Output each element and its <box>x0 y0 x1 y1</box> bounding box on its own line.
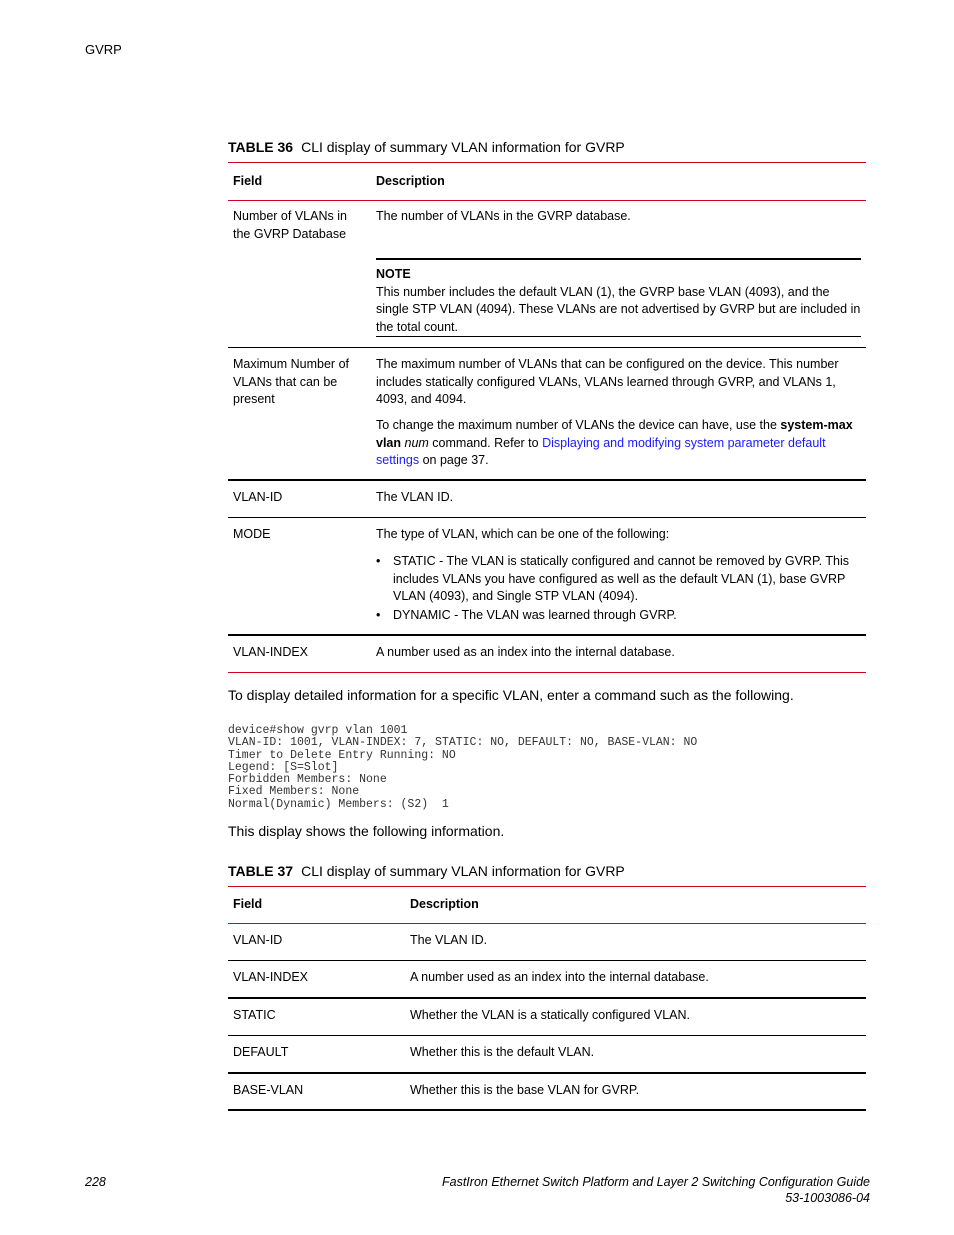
bullet-icon: • <box>376 608 381 622</box>
table-37-row-rule <box>228 1035 866 1036</box>
note-bottom-rule <box>376 336 861 337</box>
after-paragraph: This display shows the following information. <box>228 823 505 839</box>
table-36-row-4-field: MODE <box>233 527 271 541</box>
table-37-row-5-field: BASE-VLAN <box>233 1083 304 1097</box>
running-header: GVRP <box>85 42 122 57</box>
desc2-post: on page 37. <box>419 453 489 467</box>
table-37-caption <box>228 863 625 879</box>
system-parameter-link[interactable]: Displaying and modifying system parameter default settings <box>376 435 826 467</box>
table-36-bottom-rule <box>228 672 866 673</box>
note-text: This number includes the default VLAN (1), the GVRP base VLAN (4093), and the single STP VLAN (4094). These VLANs are not advertised by GVRP but are included in the total count. <box>376 284 861 334</box>
table-37-row-rule <box>228 960 866 961</box>
table-36-row-5-desc: A number used as an index into the internal database. <box>376 645 675 659</box>
table-37-row-2-desc: A number used as an index into the internal database. <box>410 970 709 984</box>
note-top-rule <box>376 258 861 260</box>
table-37-row-rule <box>228 997 866 999</box>
table-36-row-3-field: VLAN-ID <box>233 490 283 504</box>
note-block <box>376 266 861 336</box>
table-36-row-4-desc: The type of VLAN, which can be one of the following: <box>376 527 670 541</box>
table-36-row-5-field: VLAN-INDEX <box>233 645 309 659</box>
table-36-label: TABLE 36 <box>228 139 294 155</box>
table-36-row-2-desc: The maximum number of VLANs that can be configured on the device. This number includes statically configured VLANs, VLANs learned through GVRP, and VLANs 1, 4093, and 4094. <box>376 357 839 406</box>
bullet-icon: • <box>376 554 381 568</box>
desc2-mid: command. Refer to <box>428 435 543 450</box>
system-max-command: system-max vlan <box>376 418 853 450</box>
table-36-header-field: Field <box>233 174 263 188</box>
table-37-header-rule <box>228 923 866 924</box>
note-title: NOTE <box>376 267 411 281</box>
table-36-caption <box>228 139 625 155</box>
table-36-row-rule <box>228 479 866 481</box>
intro-paragraph: To display detailed information for a specific VLAN, enter a command such as the following. <box>228 687 794 703</box>
table-37-row-1-field: VLAN-ID <box>233 933 283 947</box>
table-36-row-rule <box>228 634 866 636</box>
table-36-row-rule <box>228 517 866 518</box>
table-37-bottom-rule <box>228 1109 866 1111</box>
table-36-row-1-field: Number of VLANs in the GVRP Database <box>233 209 347 241</box>
table-36-header-description: Description <box>376 174 445 188</box>
table-37-row-4-desc: Whether this is the default VLAN. <box>410 1045 595 1059</box>
mode-bullet-2-text: DYNAMIC - The VLAN was learned through GVRP. <box>393 608 677 622</box>
table-36-row-2-field: Maximum Number of VLANs that can be present <box>233 357 349 406</box>
footer-doc-title: FastIron Ethernet Switch Platform and Layer 2 Switching Configuration Guide <box>442 1175 870 1189</box>
table-36-row-2-desc-2 <box>376 417 861 470</box>
mode-bullet-1-text: STATIC - The VLAN is statically configured and cannot be removed by GVRP. This includes VLANs you have configured as well as the default VLAN (1), base GVRP VLAN (4093), and Single STP VLAN (4094). <box>393 554 849 603</box>
table-37-label: TABLE 37 <box>228 863 294 879</box>
page-number: 228 <box>85 1175 106 1189</box>
table-37-row-1-desc: The VLAN ID. <box>410 933 488 947</box>
footer-doc-number: 53-1003086-04 <box>785 1191 870 1205</box>
table-37-title: CLI display of summary VLAN information for GVRP <box>301 863 625 879</box>
table-37-row-2-field: VLAN-INDEX <box>233 970 309 984</box>
table-36-row-rule <box>228 347 866 348</box>
cli-output: device#show gvrp vlan 1001 VLAN-ID: 1001, VLAN-INDEX: 7, STATIC: NO, DEFAULT: NO, BASE-VLAN: NO Timer to Delete Entry Running: NO Legend: [S=Slot] Forbidden Members: None Fixed Members: None Normal(Dynamic) Members: (S2) 1 <box>228 724 698 811</box>
table-36-top-rule <box>228 162 866 163</box>
table-37-row-3-field: STATIC <box>233 1008 276 1022</box>
table-36-header-rule <box>228 200 866 201</box>
table-37-row-rule <box>228 1072 866 1074</box>
table-37-row-3-desc: Whether the VLAN is a statically configured VLAN. <box>410 1008 690 1022</box>
table-36-title: CLI display of summary VLAN information for GVRP <box>301 139 625 155</box>
table-37-header-field: Field <box>233 897 263 911</box>
table-36-row-3-desc: The VLAN ID. <box>376 490 454 504</box>
table-37-top-rule <box>228 886 866 887</box>
table-37-row-5-desc: Whether this is the base VLAN for GVRP. <box>410 1083 640 1097</box>
desc2-pre: To change the maximum number of VLANs the device can have, use the <box>376 418 781 432</box>
num-argument: num <box>404 435 429 450</box>
table-36-row-1-desc: The number of VLANs in the GVRP database. <box>376 209 631 223</box>
table-37-header-description: Description <box>410 897 479 911</box>
table-37-row-4-field: DEFAULT <box>233 1045 289 1059</box>
